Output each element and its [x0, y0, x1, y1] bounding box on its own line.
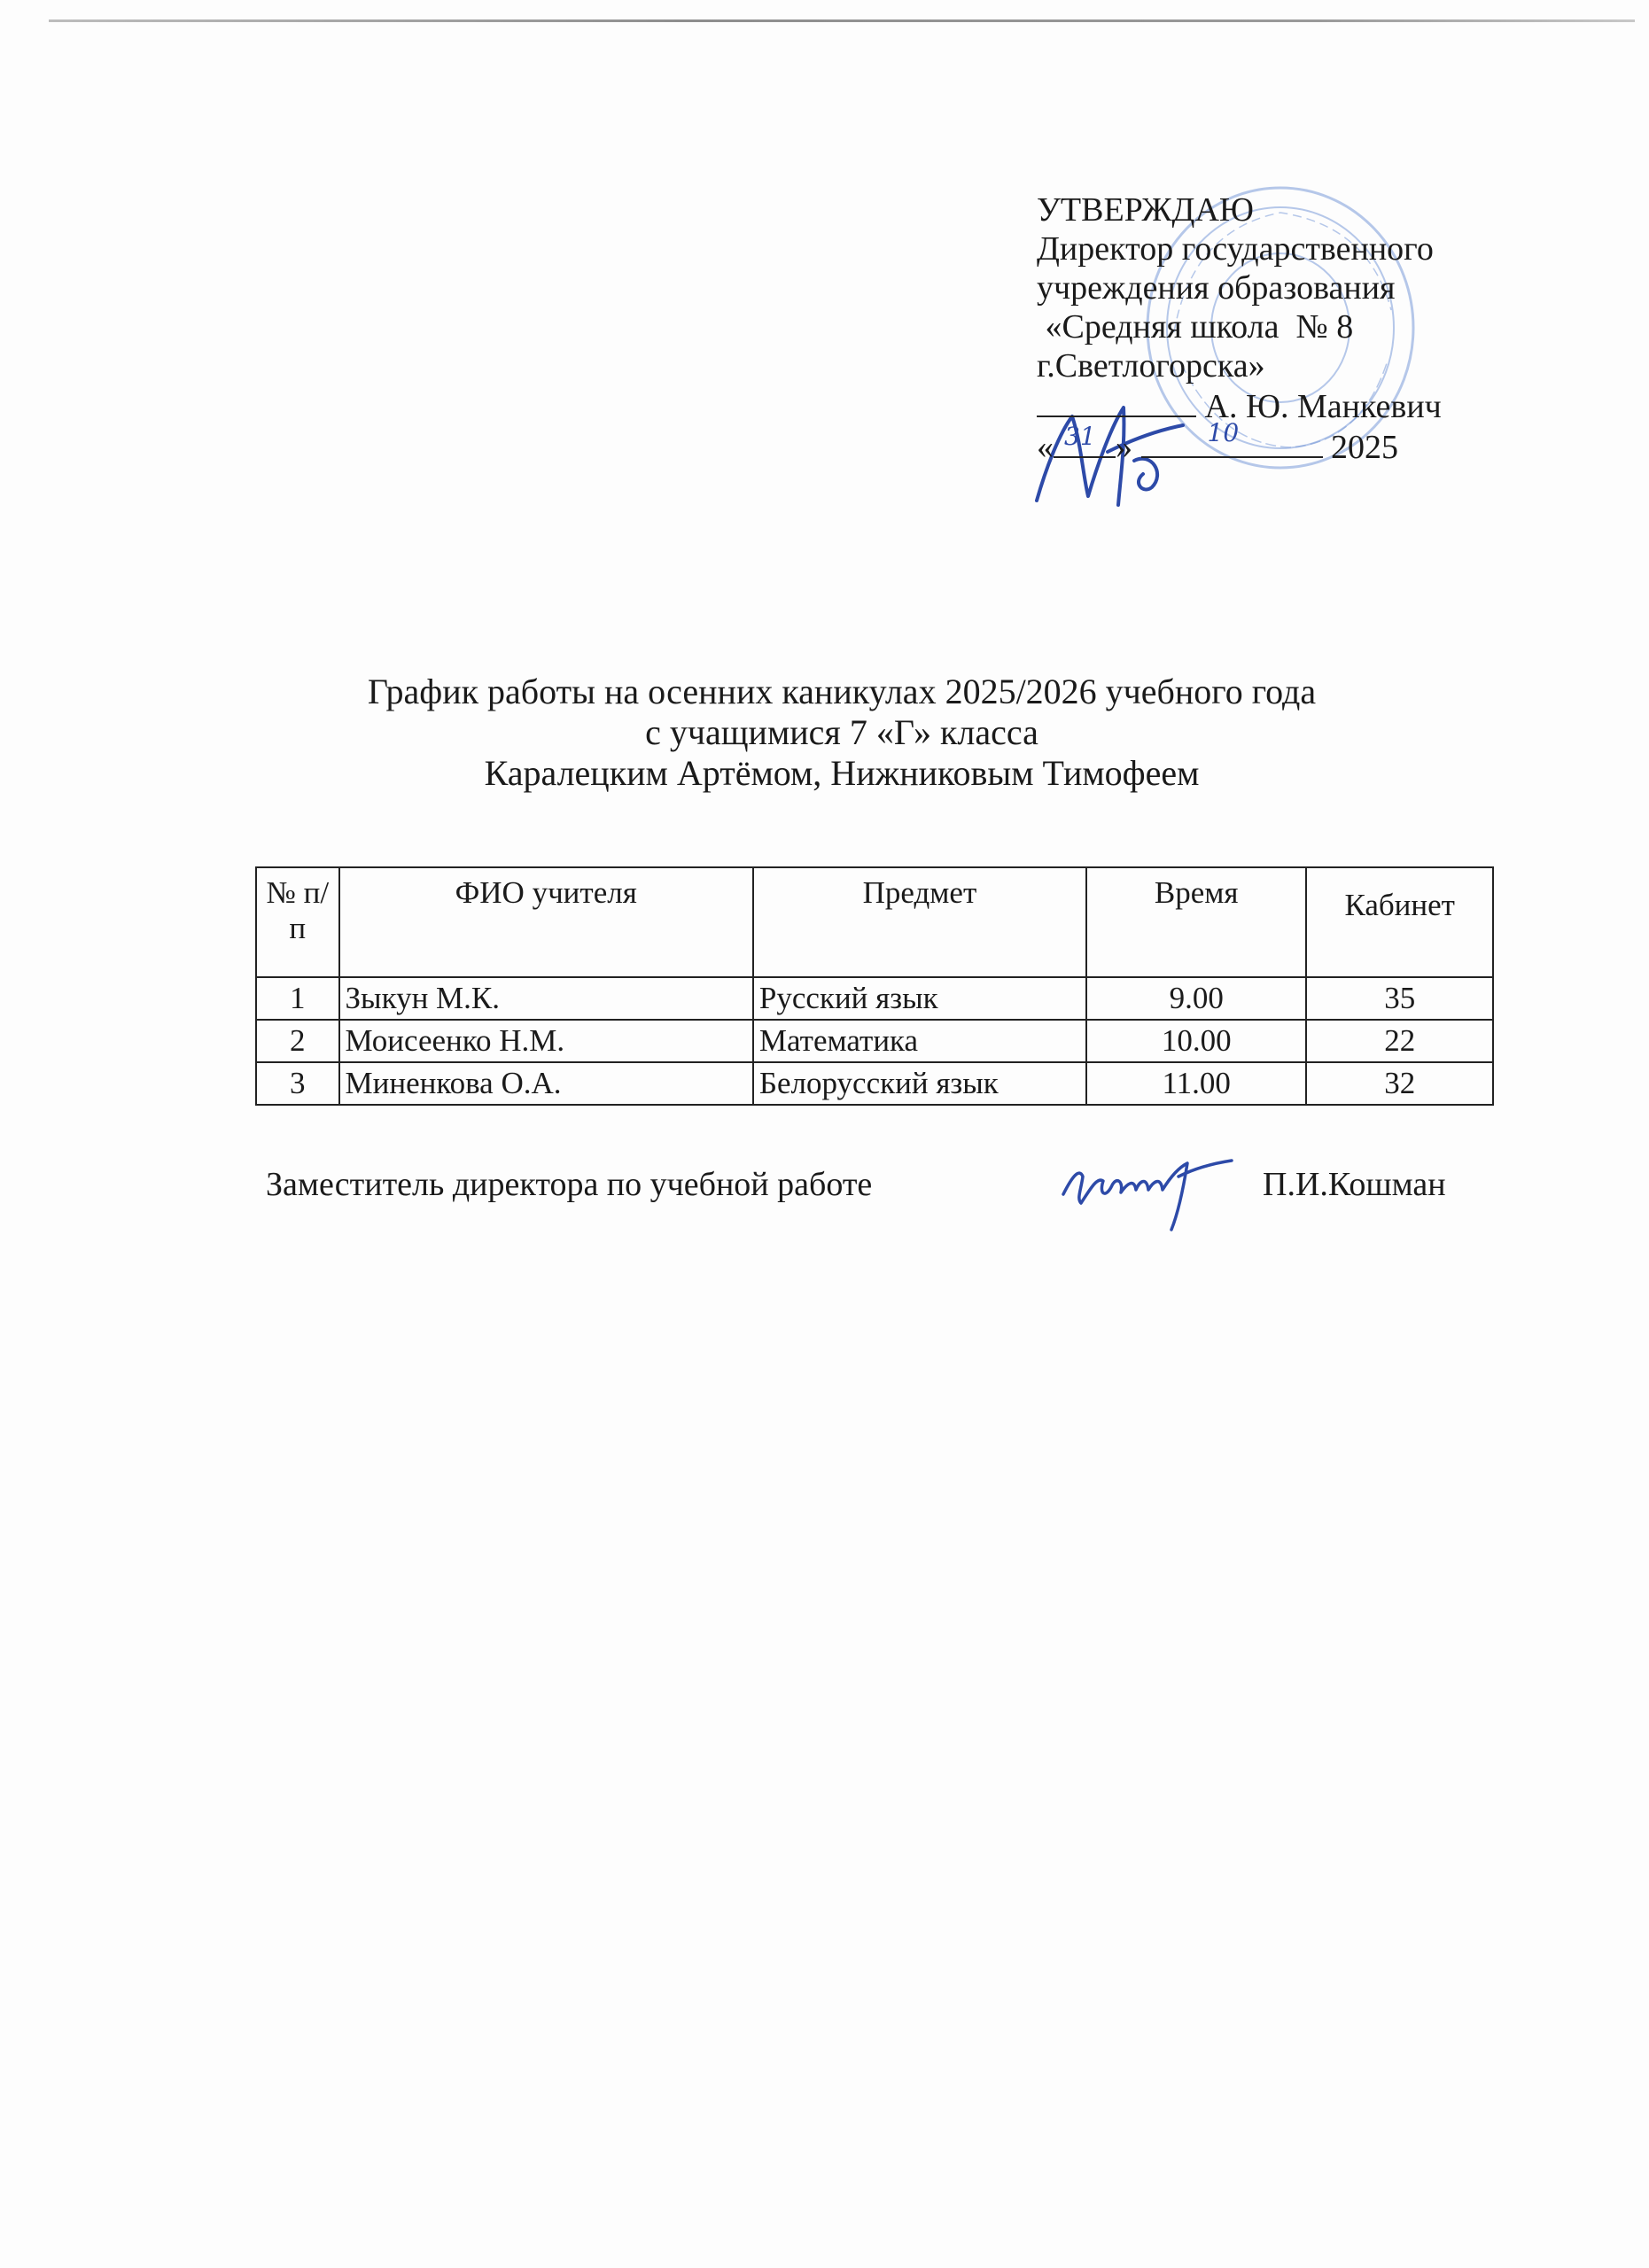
- date-day-handwritten: 31: [1064, 422, 1096, 451]
- header-num: № п/п: [256, 867, 339, 977]
- date-year: 2025: [1331, 429, 1398, 466]
- row-room: 22: [1306, 1020, 1493, 1062]
- header-time: Время: [1086, 867, 1306, 977]
- row-time: 9.00: [1086, 977, 1306, 1020]
- row-time: 11.00: [1086, 1062, 1306, 1105]
- date-close-quote: »: [1116, 429, 1132, 466]
- institution-line-2: «Средняя школа № 8: [1037, 308, 1354, 346]
- row-subject: Белорусский язык: [753, 1062, 1086, 1105]
- title-line-2: с учащимися 7 «Г» класса: [645, 712, 1038, 752]
- approval-block: [1037, 190, 1604, 467]
- row-teacher: Моисеенко Н.М.: [339, 1020, 753, 1062]
- row-subject: Математика: [753, 1020, 1086, 1062]
- row-room: 32: [1306, 1062, 1493, 1105]
- institution-line-3: г.Светлогорска»: [1037, 347, 1265, 384]
- approval-date-line: [1037, 418, 1604, 467]
- director-signature-line: [1037, 385, 1604, 426]
- deputy-name: П.И.Кошман: [1263, 1166, 1446, 1203]
- approval-heading: УТВЕРЖДАЮ: [1037, 191, 1254, 229]
- document-title: [266, 672, 1418, 794]
- table-row: [256, 1062, 1493, 1105]
- row-subject: Русский язык: [753, 977, 1086, 1020]
- deputy-position: Заместитель директора по учебной работе: [266, 1166, 873, 1203]
- deputy-signature-block: [266, 1165, 1506, 1218]
- header-room: Кабинет: [1306, 867, 1493, 977]
- row-teacher: Миненкова О.А.: [339, 1062, 753, 1105]
- row-time: 10.00: [1086, 1020, 1306, 1062]
- header-teacher: ФИО учителя: [339, 867, 753, 977]
- institution-line-1: учреждения образования: [1037, 269, 1396, 307]
- date-month-blank: [1141, 418, 1323, 458]
- title-line-3: Каралецким Артёмом, Нижниковым Тимофеем: [484, 753, 1200, 793]
- director-position: Директор государственного: [1037, 230, 1434, 268]
- date-month-handwritten: 10: [1207, 418, 1240, 447]
- row-teacher: Зыкун М.К.: [339, 977, 753, 1020]
- row-num: 3: [256, 1062, 339, 1105]
- signature-blank: [1037, 385, 1196, 417]
- table-header-row: [256, 867, 1493, 977]
- scan-edge-line: [49, 19, 1635, 22]
- row-num: 2: [256, 1020, 339, 1062]
- schedule-table: [255, 866, 1494, 1106]
- table-row: [256, 977, 1493, 1020]
- title-line-1: График работы на осенних каникулах 2025/2026 учебного года: [367, 672, 1317, 711]
- director-name: А. Ю. Манкевич: [1204, 388, 1442, 425]
- row-num: 1: [256, 977, 339, 1020]
- table-row: [256, 1020, 1493, 1062]
- date-day-blank: [1054, 422, 1116, 458]
- header-subject: Предмет: [753, 867, 1086, 977]
- date-open-quote: «: [1037, 429, 1054, 466]
- row-room: 35: [1306, 977, 1493, 1020]
